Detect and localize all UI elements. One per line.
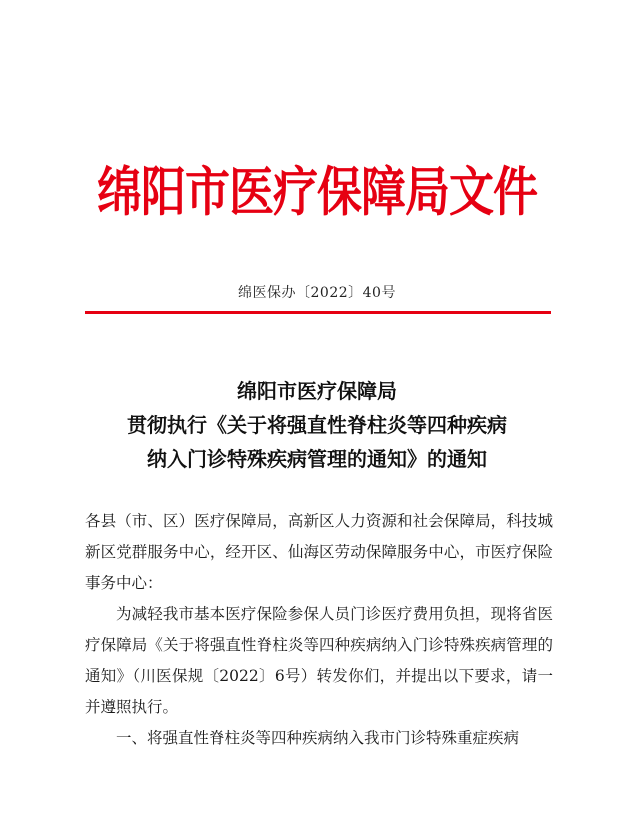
document-title	[40, 374, 594, 476]
title-line-1: 绵阳市医疗保障局	[237, 379, 397, 403]
title-line-3: 纳入门诊特殊疾病管理的通知》的通知	[147, 447, 487, 471]
red-divider-line	[85, 311, 551, 314]
body-paragraph-2: 一、将强直性脊柱炎等四种疾病纳入我市门诊特殊重症疾病	[116, 729, 520, 747]
document-masthead: 绵阳市医疗保障局文件	[96, 160, 537, 223]
document-number: 绵医保办〔2022〕40号	[238, 285, 396, 301]
document-body	[85, 506, 553, 754]
body-paragraph-1: 为减轻我市基本医疗保险参保人员门诊医疗费用负担，现将省医疗保障局《关于将强直性脊柱炎等四种疾病纳入门诊特殊疾病管理的通知》（川医保规〔2022〕6号）转发你们，并提出以下要求，请一并遵照执行。	[85, 605, 553, 716]
title-line-2: 贯彻执行《关于将强直性脊柱炎等四种疾病	[127, 413, 507, 437]
addressee-paragraph: 各县（市、区）医疗保障局，高新区人力资源和社会保障局，科技城新区党群服务中心，经开区、仙海区劳动保障服务中心，市医疗保险事务中心：	[85, 512, 553, 592]
